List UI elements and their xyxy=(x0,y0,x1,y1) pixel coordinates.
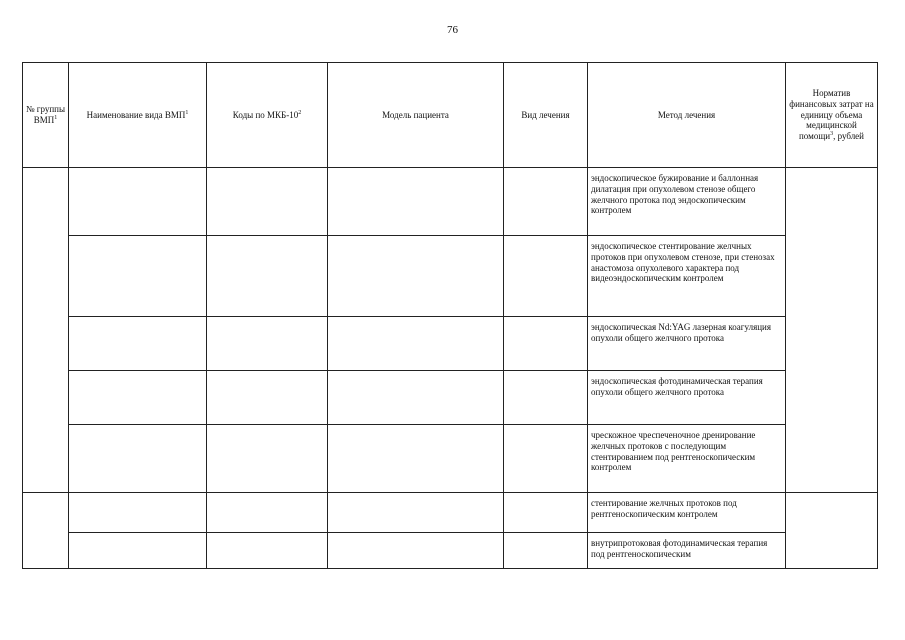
treatment-type-cell xyxy=(504,425,588,493)
treatment-type-cell xyxy=(504,317,588,371)
norm-cell xyxy=(786,493,878,569)
table-row xyxy=(23,493,878,533)
treatment-type-cell xyxy=(504,533,588,569)
patient-model-cell xyxy=(328,236,504,317)
vmp-name-cell xyxy=(69,425,207,493)
header-vmp-name: Наименование вида ВМП$^1$ xyxy=(69,63,207,168)
mkb-cell xyxy=(207,533,328,569)
method-cell: внутрипротоковая фотодинамическая терапия под рентгеноскопическим xyxy=(588,533,786,569)
method-cell: чрескожное чреспеченочное дренирование желчных протоков с последующим стентированием под рентгеноскопическим контролем xyxy=(588,425,786,493)
page-number: 76 xyxy=(447,24,458,36)
table-row xyxy=(23,533,878,569)
table-row xyxy=(23,236,878,317)
vmp-name-cell xyxy=(69,371,207,425)
table-row xyxy=(23,425,878,493)
vmp-name-cell xyxy=(69,168,207,236)
vmp-name-cell xyxy=(69,236,207,317)
method-cell: эндоскопическая Nd:YAG лазерная коагуляция опухоли общего желчного протока xyxy=(588,317,786,371)
method-cell: эндоскопическое стентирование желчных протоков при опухолевом стенозе, при стенозах анастомоза опухолевого характера под видеоэндоскопическим контролем xyxy=(588,236,786,317)
patient-model-cell xyxy=(328,493,504,533)
patient-model-cell xyxy=(328,168,504,236)
method-cell: эндоскопическое бужирование и баллонная дилатация при опухолевом стенозе общего желчного протока под эндоскопическим контролем xyxy=(588,168,786,236)
header-treatment-type: Вид лечения xyxy=(504,63,588,168)
patient-model-cell xyxy=(328,425,504,493)
vmp-name-cell xyxy=(69,533,207,569)
header-patient-model: Модель пациента xyxy=(328,63,504,168)
table-row xyxy=(23,168,878,236)
header-mkb-codes: Коды по МКБ-$10^2$ xyxy=(207,63,328,168)
mkb-cell xyxy=(207,493,328,533)
vmp-table xyxy=(22,62,878,569)
mkb-cell xyxy=(207,425,328,493)
method-cell: эндоскопическая фотодинамическая терапия опухоли общего желчного протока xyxy=(588,371,786,425)
patient-model-cell xyxy=(328,317,504,371)
header-norm: Норматив финансовых затрат на единицу объема медицинской помощи$^3$, рублей xyxy=(786,63,878,168)
table-row xyxy=(23,371,878,425)
vmp-name-cell xyxy=(69,493,207,533)
treatment-type-cell xyxy=(504,371,588,425)
header-group-no: № группы ВМП$^1$ xyxy=(23,63,69,168)
header-row xyxy=(23,63,878,168)
vmp-name-cell xyxy=(69,317,207,371)
group-cell xyxy=(23,493,69,569)
mkb-cell xyxy=(207,236,328,317)
treatment-type-cell xyxy=(504,236,588,317)
patient-model-cell xyxy=(328,371,504,425)
mkb-cell xyxy=(207,371,328,425)
header-treatment-method: Метод лечения xyxy=(588,63,786,168)
table-row xyxy=(23,317,878,371)
mkb-cell xyxy=(207,168,328,236)
group-cell xyxy=(23,168,69,493)
method-cell: стентирование желчных протоков под рентгеноскопическим контролем xyxy=(588,493,786,533)
mkb-cell xyxy=(207,317,328,371)
norm-cell xyxy=(786,168,878,493)
treatment-type-cell xyxy=(504,493,588,533)
patient-model-cell xyxy=(328,533,504,569)
treatment-type-cell xyxy=(504,168,588,236)
